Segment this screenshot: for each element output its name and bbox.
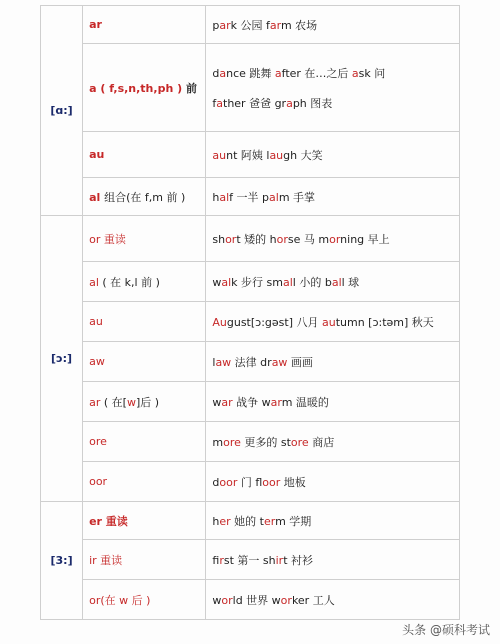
- example-text: k 步行 sm: [231, 275, 283, 289]
- spelling-pattern-text: ir 重读: [89, 553, 123, 567]
- spelling-pattern-text: a ( f,s,n,th,ph ): [89, 81, 186, 95]
- example-text: sh: [212, 232, 226, 246]
- table-row: [41, 6, 460, 44]
- highlighted-letters: al: [282, 275, 293, 289]
- spelling-pattern-text: 组合(在 f,m 前 ): [104, 190, 186, 204]
- highlighted-letters: or: [225, 232, 237, 246]
- highlighted-letters: ir: [275, 553, 284, 567]
- example-text: d: [212, 66, 220, 80]
- example-words-cell: [206, 216, 460, 262]
- example-words-cell: [206, 422, 460, 462]
- example-text: h: [212, 190, 220, 204]
- highlighted-letters: au: [212, 148, 227, 162]
- example-text: m 学期: [275, 514, 312, 528]
- example-text: w: [212, 593, 222, 607]
- highlighted-letters: er: [263, 514, 276, 528]
- spelling-pattern-cell: [83, 262, 206, 302]
- example-text: l 球: [341, 275, 360, 289]
- example-text: ther 爸爸 gr: [223, 96, 287, 110]
- example-text: t 矮的 h: [236, 232, 277, 246]
- example-text: gh 大笑: [283, 148, 323, 162]
- example-text: se 马 m: [287, 232, 330, 246]
- example-line: [212, 231, 453, 247]
- spelling-pattern-cell: [83, 6, 206, 44]
- spelling-pattern-cell: [83, 580, 206, 620]
- example-line: [212, 592, 453, 608]
- table-row: [41, 44, 460, 132]
- highlighted-letters: oor: [219, 475, 238, 489]
- example-text: ph 图表: [292, 96, 333, 110]
- example-text: k 公园 f: [230, 18, 270, 32]
- highlighted-letters: a: [274, 66, 282, 80]
- example-text: tumn [ɔ:təm] 秋天: [335, 315, 434, 329]
- example-text: fter 在…之后: [281, 66, 352, 80]
- table-row: [41, 422, 460, 462]
- example-text: ning 早上: [340, 232, 390, 246]
- highlighted-letters: aw: [215, 355, 232, 369]
- spelling-pattern-text: or 重读: [89, 232, 126, 246]
- spelling-pattern-text: ar: [89, 395, 104, 409]
- highlighted-letters: ore: [290, 435, 309, 449]
- spelling-pattern-text: w: [126, 395, 136, 409]
- highlighted-letters: al: [331, 275, 342, 289]
- highlighted-letters: or: [221, 593, 233, 607]
- example-words-cell: [206, 502, 460, 540]
- phonetic-symbol-cell: [41, 502, 83, 620]
- table-row: [41, 462, 460, 502]
- highlighted-letters: ar: [270, 395, 282, 409]
- example-text: gust[ɔ:gəst] 八月: [226, 315, 322, 329]
- phonetic-symbol-cell: [41, 6, 83, 216]
- highlighted-letters: al: [269, 190, 279, 204]
- example-text: t 衬衫: [283, 553, 313, 567]
- highlighted-letters: aw: [271, 355, 288, 369]
- example-words-cell: [206, 580, 460, 620]
- example-text: f 一半 p: [229, 190, 270, 204]
- example-text: h: [212, 514, 220, 528]
- table-row: [41, 302, 460, 342]
- example-text: f: [212, 96, 217, 110]
- example-line: [212, 434, 453, 450]
- example-words-cell: [206, 178, 460, 216]
- example-text: w: [212, 275, 222, 289]
- spelling-pattern-cell: [83, 44, 206, 132]
- highlighted-letters: a: [286, 96, 293, 110]
- highlighted-letters: Au: [212, 315, 227, 329]
- example-line: [212, 394, 453, 410]
- highlighted-letters: or: [280, 593, 292, 607]
- example-text: nt 阿姨 l: [226, 148, 270, 162]
- highlighted-letters: ar: [269, 18, 281, 32]
- spelling-pattern-text: ( 在 k,l 前 ): [102, 275, 160, 289]
- table-row: [41, 216, 460, 262]
- example-text: 画画: [287, 355, 313, 369]
- spelling-pattern-cell: [83, 422, 206, 462]
- spelling-pattern-cell: [83, 540, 206, 580]
- spelling-pattern-cell: [83, 462, 206, 502]
- highlighted-letters: a: [216, 96, 223, 110]
- spelling-pattern-cell: [83, 502, 206, 540]
- spelling-pattern-text: au: [89, 315, 103, 328]
- example-words-cell: [206, 132, 460, 178]
- spelling-pattern-cell: [83, 302, 206, 342]
- example-text: 门 fl: [237, 475, 263, 489]
- example-line: [212, 147, 453, 163]
- highlighted-letters: au: [269, 148, 284, 162]
- watermark: 头条 @硕科考试: [402, 623, 490, 637]
- spelling-pattern-text: 前: [185, 81, 197, 95]
- example-text: 她的 t: [230, 514, 264, 528]
- spelling-pattern-text: ore: [89, 435, 107, 448]
- example-line: [212, 95, 453, 111]
- highlighted-letters: a: [351, 66, 359, 80]
- example-text: 商店: [308, 435, 335, 449]
- example-text: 法律 dr: [231, 355, 272, 369]
- example-line: [212, 274, 453, 290]
- example-text: f: [212, 553, 220, 567]
- table-row: [41, 132, 460, 178]
- example-text: m 温暖的: [281, 395, 329, 409]
- example-text: d: [212, 475, 220, 489]
- spelling-pattern-text: al: [89, 190, 105, 204]
- table-row: [41, 580, 460, 620]
- example-words-cell: [206, 462, 460, 502]
- example-words-cell: [206, 540, 460, 580]
- example-text: p: [212, 18, 220, 32]
- example-text: m 手掌: [278, 190, 316, 204]
- example-text: l 小的 b: [292, 275, 332, 289]
- example-text: l: [212, 355, 216, 369]
- example-line: [212, 17, 453, 33]
- table-row: [41, 502, 460, 540]
- highlighted-letters: ore: [223, 435, 241, 449]
- example-line: [212, 552, 453, 568]
- highlighted-letters: au: [322, 315, 336, 329]
- highlighted-letters: ar: [219, 18, 231, 32]
- example-words-cell: [206, 302, 460, 342]
- example-line: [212, 314, 453, 330]
- table-row: [41, 262, 460, 302]
- spelling-pattern-text: or(在 w 后 ): [89, 593, 151, 607]
- spelling-pattern-text: au: [89, 148, 105, 161]
- highlighted-letters: a: [219, 66, 227, 80]
- example-text: 地板: [280, 475, 306, 489]
- highlighted-letters: al: [221, 275, 232, 289]
- highlighted-letters: ir: [219, 553, 224, 567]
- example-words-cell: [206, 6, 460, 44]
- example-text: ld 世界 w: [232, 593, 281, 607]
- phonetic-symbol: [ɔ:]: [51, 352, 73, 365]
- example-line: [212, 354, 453, 370]
- table-row: [41, 342, 460, 382]
- example-text: nce 跳舞: [226, 66, 275, 80]
- example-line: [212, 65, 453, 81]
- example-text: ker 工人: [291, 593, 335, 607]
- spelling-pattern-text: ( 在[: [103, 395, 127, 409]
- phonics-table: [40, 5, 460, 620]
- highlighted-letters: er: [219, 514, 231, 528]
- example-line: [212, 474, 453, 490]
- spelling-pattern-cell: [83, 178, 206, 216]
- spelling-pattern-cell: [83, 216, 206, 262]
- spelling-pattern-text: ar: [89, 18, 102, 31]
- spelling-pattern-cell: [83, 382, 206, 422]
- phonetic-symbol: [3:]: [50, 554, 73, 567]
- spelling-pattern-text: oor: [89, 475, 108, 488]
- highlighted-letters: al: [219, 190, 230, 204]
- example-text: st 第一 sh: [223, 553, 276, 567]
- table-row: [41, 540, 460, 580]
- example-words-cell: [206, 262, 460, 302]
- table-row: [41, 178, 460, 216]
- highlighted-letters: oor: [262, 475, 281, 489]
- example-line: [212, 189, 453, 205]
- example-text: 战争 w: [232, 395, 271, 409]
- highlighted-letters: or: [276, 232, 288, 246]
- phonetic-symbol: [ɑ:]: [50, 104, 73, 117]
- phonics-table-body: [41, 6, 460, 620]
- spelling-pattern-text: ]后 ): [135, 395, 160, 409]
- example-text: sk 问: [358, 66, 386, 80]
- spelling-pattern-text: er 重读: [89, 514, 128, 528]
- example-line: [212, 513, 453, 529]
- highlighted-letters: ar: [221, 395, 233, 409]
- phonetic-symbol-cell: [41, 216, 83, 502]
- spelling-pattern-cell: [83, 342, 206, 382]
- example-words-cell: [206, 382, 460, 422]
- highlighted-letters: or: [329, 232, 341, 246]
- table-row: [41, 382, 460, 422]
- example-text: m 农场: [280, 18, 318, 32]
- example-text: 更多的 st: [240, 435, 291, 449]
- example-words-cell: [206, 342, 460, 382]
- example-text: m: [212, 435, 224, 449]
- spelling-pattern-text: aw: [89, 355, 105, 368]
- spelling-pattern-cell: [83, 132, 206, 178]
- spelling-pattern-text: al: [89, 275, 103, 289]
- example-text: w: [212, 395, 222, 409]
- example-words-cell: [206, 44, 460, 132]
